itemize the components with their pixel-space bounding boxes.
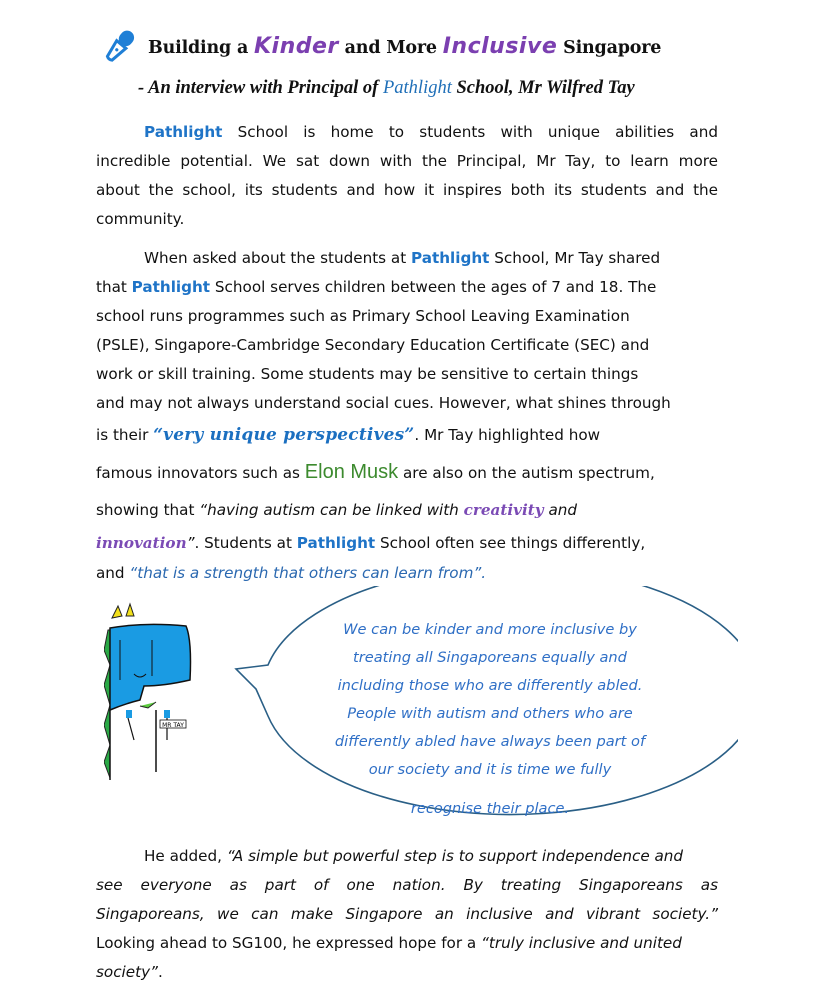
speech-bubble-quote xyxy=(290,616,690,823)
subtitle xyxy=(138,78,635,99)
text: showing that xyxy=(96,501,200,519)
title-text: and More xyxy=(338,37,443,58)
text-line xyxy=(96,118,718,147)
paragraph-conclusion xyxy=(96,842,718,987)
text: is their xyxy=(96,426,154,444)
text-line: (PSLE), Singapore-Cambridge Secondary Education Certificate (SEC) and xyxy=(96,336,650,354)
bubble-line: our society and it is time we fully xyxy=(368,761,612,778)
text-line: school runs programmes such as Primary School Leaving Examination xyxy=(96,307,630,325)
text-line xyxy=(96,527,718,559)
bubble-line: differently abled have always been part of xyxy=(334,733,646,750)
text-line: community. xyxy=(96,210,185,228)
paragraph-students xyxy=(96,244,718,588)
text: School often see things differently, xyxy=(375,534,646,552)
text: . Mr Tay highlighted how xyxy=(414,426,601,444)
title-text: Building a xyxy=(148,37,254,58)
quote-text: “A simple but powerful step is to support independence and xyxy=(226,847,684,865)
page-title xyxy=(148,34,661,59)
pathlight-name: Pathlight xyxy=(411,249,490,267)
text-line xyxy=(96,559,718,588)
name-tag: MR TAY xyxy=(162,722,184,729)
text-line: and may not always understand social cues. However, what shines through xyxy=(96,394,671,412)
subtitle-pathlight: Pathlight xyxy=(382,78,452,98)
text: that xyxy=(96,278,132,296)
word-innovation: innovation xyxy=(96,534,187,552)
text-line xyxy=(96,493,718,527)
pathlight-name: Pathlight xyxy=(296,534,376,552)
text-line: Singaporeans, we can make Singapore an inclusive and vibrant society.” xyxy=(96,905,718,923)
text: are also on the autism spectrum, xyxy=(398,464,655,482)
subtitle-text: - An interview with Principal of xyxy=(138,78,383,98)
title-kinder: Kinder xyxy=(253,33,339,59)
text: . Students at xyxy=(194,534,297,552)
title-inclusive: Inclusive xyxy=(442,33,558,59)
text: famous innovators such as xyxy=(96,464,305,482)
bubble-line: recognise their place. xyxy=(410,800,570,817)
text-line xyxy=(96,452,718,493)
quote-strength: “that is a strength that others can learn from”. xyxy=(129,564,487,582)
text-line: about the school, its students and how it inspires both its students and the xyxy=(96,181,718,199)
text-line xyxy=(96,929,718,958)
text: School serves children between the ages of 7 and 18. The xyxy=(210,278,657,296)
text: School, Mr Tay shared xyxy=(489,249,661,267)
text-line: work or skill training. Some students may be sensitive to certain things xyxy=(96,365,639,383)
text-line xyxy=(96,958,718,987)
quote-text: society” xyxy=(96,963,158,981)
mr-tay-illustration xyxy=(104,600,204,795)
word-creativity: creativity xyxy=(463,501,544,519)
bubble-line: People with autism and others who are xyxy=(347,705,633,722)
bubble-line: We can be kinder and more inclusive by xyxy=(343,621,637,638)
text: When asked about the students at xyxy=(144,249,412,267)
quote-text: “truly inclusive and united xyxy=(481,934,682,952)
paragraph-intro xyxy=(96,118,718,234)
microphone-icon xyxy=(100,26,140,66)
text-line xyxy=(96,842,718,871)
text: Looking ahead to SG100, he expressed hope for a xyxy=(96,934,482,952)
elon-musk-name: Elon Musk xyxy=(304,461,399,483)
bubble-line: treating all Singaporeans equally and xyxy=(353,649,627,666)
quote-text: “having autism can be linked with xyxy=(199,501,464,519)
quote-mark: ” xyxy=(186,534,195,552)
bubble-line: including those who are differently abled. xyxy=(337,677,643,694)
text-line: see everyone as part of one nation. By treating Singaporeans as xyxy=(96,876,718,894)
article-header xyxy=(100,24,661,68)
quote-very-unique-perspectives: “very unique perspectives” xyxy=(153,425,415,445)
quote-text: and xyxy=(543,501,578,519)
text: and xyxy=(96,564,130,582)
text: . xyxy=(157,963,163,981)
text: He added, xyxy=(144,847,227,865)
text-line xyxy=(96,418,718,452)
subtitle-text: School, Mr Wilfred Tay xyxy=(451,78,635,98)
title-text: Singapore xyxy=(557,37,662,58)
text: School is home to students with unique abilities and xyxy=(222,123,718,141)
pathlight-name: Pathlight xyxy=(144,123,223,141)
text-line xyxy=(96,244,718,273)
pathlight-name: Pathlight xyxy=(131,278,211,296)
text-line xyxy=(96,273,718,302)
text-line: incredible potential. We sat down with the Principal, Mr Tay, to learn more xyxy=(96,152,718,170)
